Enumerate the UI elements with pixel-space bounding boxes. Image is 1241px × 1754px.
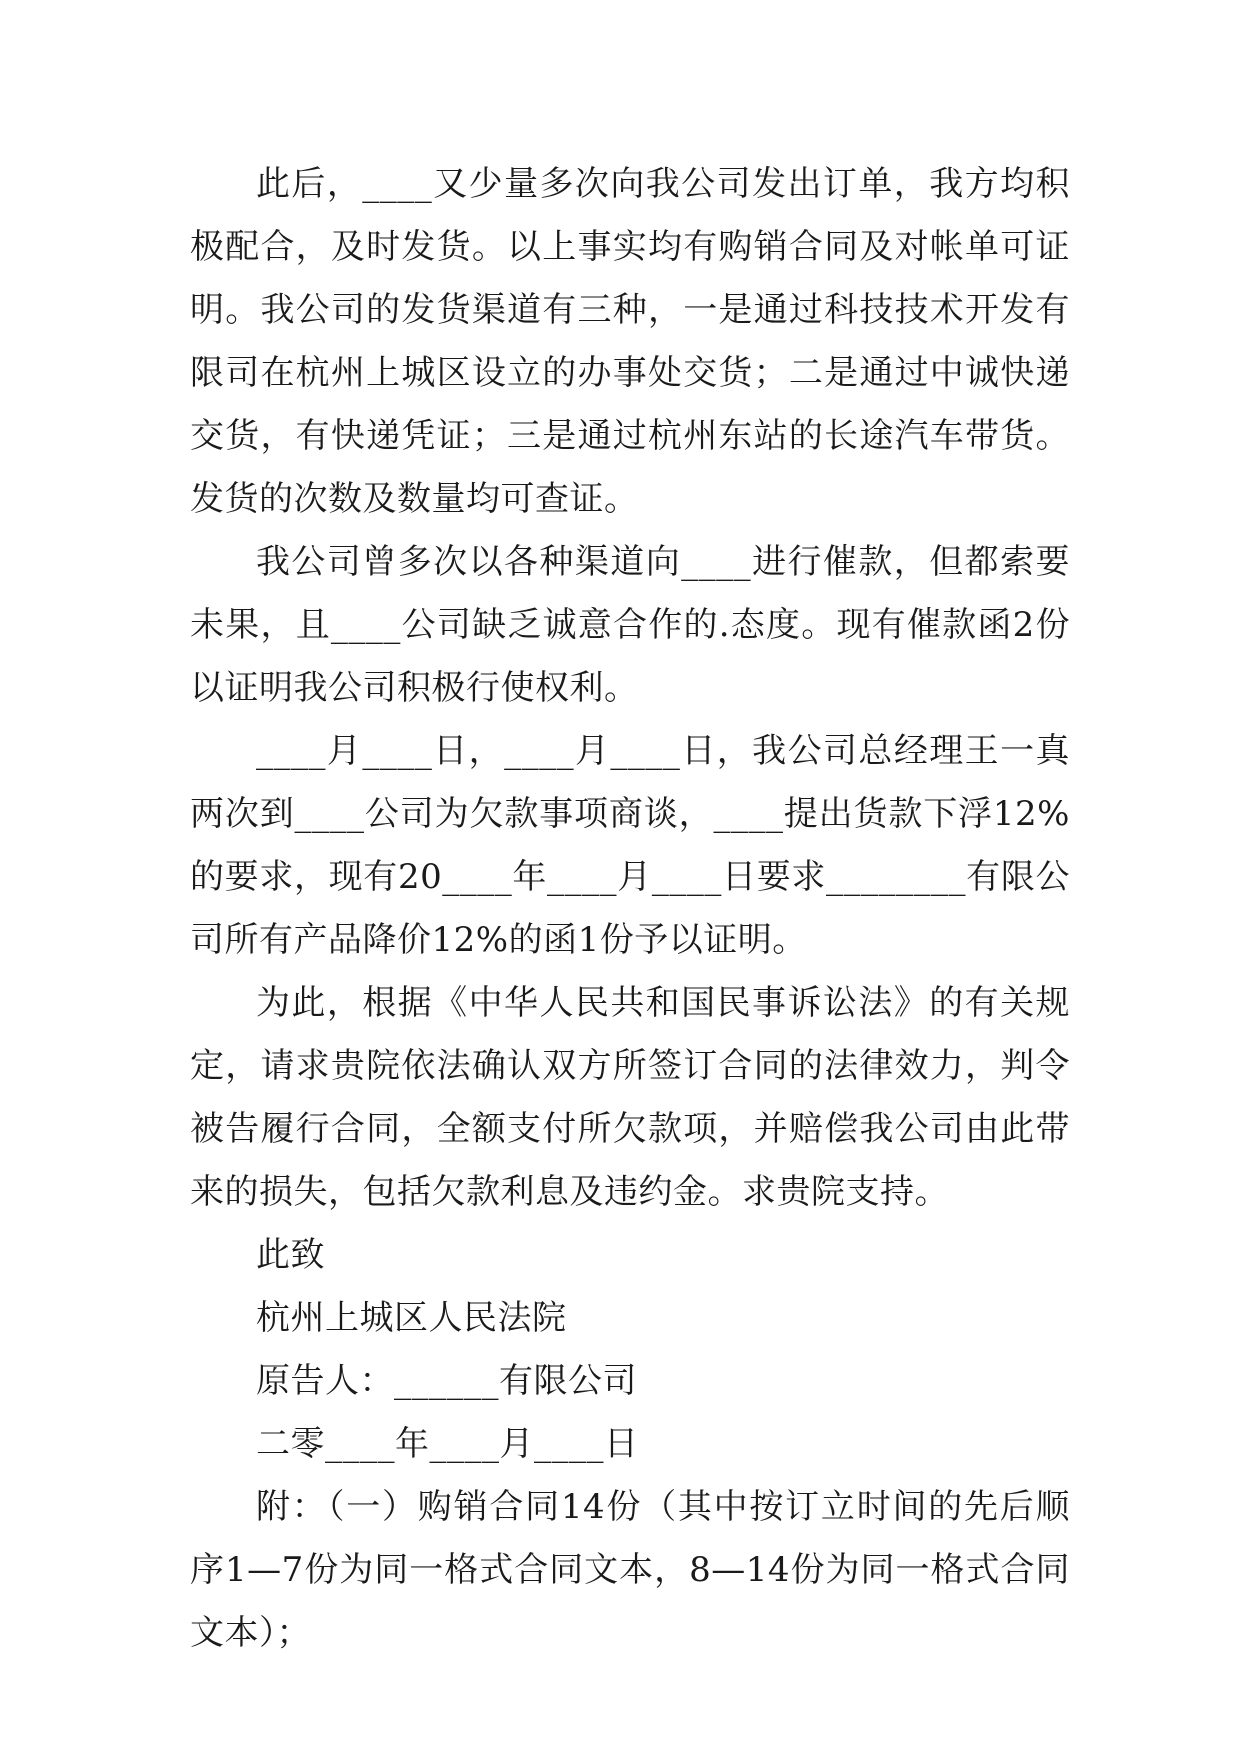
salutation: 此致	[256, 1235, 325, 1275]
paragraph-claim-request: 为此，根据《中华人民共和国民事诉讼法》的有关规定，请求贵院依法确认双方所签订合同的法律效力，判令被告履行合同，全额支付所欠款项，并赔偿我公司由此带来的损失，包括欠款利息及违约金。求贵院支持。	[190, 983, 1070, 1212]
paragraph-delivery-facts: 此后，____又少量多次向我公司发出订单，我方均积极配合，及时发货。以上事实均有购销合同及对帐单可证明。我公司的发货渠道有三种，一是通过科技技术开发有限司在杭州上城区设立的办事处交货；二是通过中诚快递交货，有快递凭证；三是通过杭州东站的长途汽车带货。发货的次数及数量均可查证。	[190, 164, 1070, 519]
attachment-list: 附：（一）购销合同14份（其中按订立时间的先后顺序1—7份为同一格式合同文本，8—14份为同一格式合同文本）；	[190, 1487, 1070, 1653]
document-body	[190, 153, 1070, 1665]
plaintiff-line: 原告人：______有限公司	[256, 1361, 637, 1401]
paragraph-payment-demand: 我公司曾多次以各种渠道向____进行催款，但都索要未果，且____公司缺乏诚意合作的.态度。现有催款函2份以证明我公司积极行使权利。	[190, 542, 1070, 708]
court-name: 杭州上城区人民法院	[256, 1298, 567, 1338]
date-line: 二零____年____月____日	[256, 1424, 639, 1464]
paragraph-negotiation: ____月____日，____月____日，我公司总经理王一真两次到____公司为欠款事项商谈，____提出货款下浮12%的要求，现有20____年____月____日要求________有限公司所有产品降价12%的函1份予以证明。	[190, 731, 1070, 960]
